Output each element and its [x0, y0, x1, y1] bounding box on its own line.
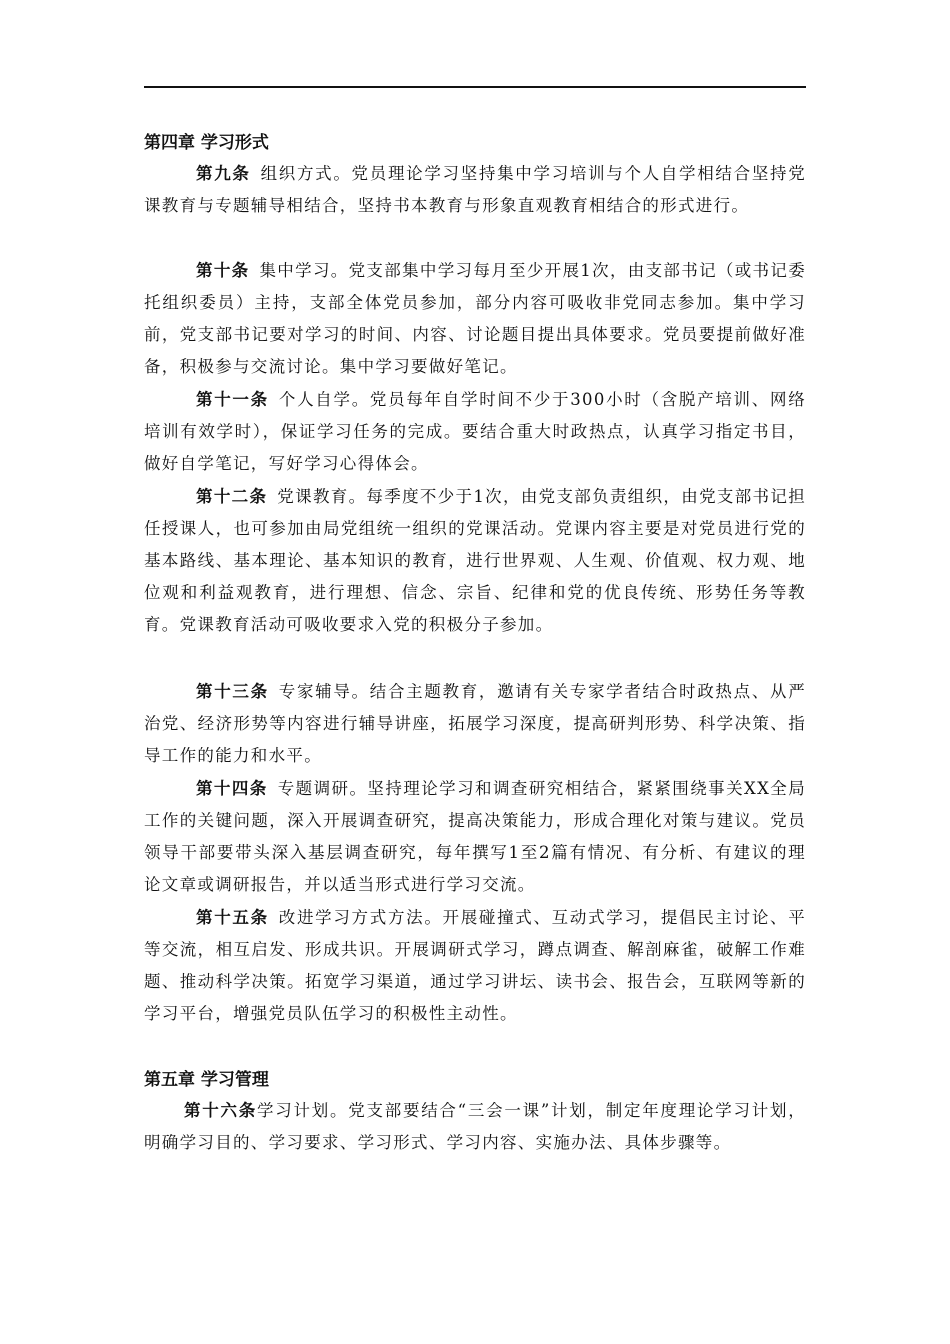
article-11: [144, 384, 806, 480]
article-16-number: 第十六条: [184, 1101, 257, 1120]
article-14-text: 专题调研。坚持理论学习和调查研究相结合，紧紧围绕事关XX全局工作的关键问题，深入开展调查研究，提高决策能力，形成合理化对策与建议。党员领导干部要带头深入基层调查研究，每年撰写1至2篇有情况、有分析、有建议的理论文章或调研报告，并以适当形式进行学习交流。: [144, 779, 807, 894]
article-15: [144, 902, 806, 1030]
article-11-number: 第十一条: [196, 390, 269, 409]
article-12-text: 党课教育。每季度不少于1次，由党支部负责组织，由党支部书记担任授课人，也可参加由局党组统一组织的党课活动。党课内容主要是对党员进行党的基本路线、基本理论、基本知识的教育，进行世界观、人生观、价值观、权力观、地位观和利益观教育，进行理想、信念、宗旨、纪律和党的优良传统、形势任务等教育。党课教育活动可吸收要求入党的积极分子参加。: [144, 487, 806, 634]
article-9-text: 组织方式。党员理论学习坚持集中学习培训与个人自学相结合坚持党课教育与专题辅导相结合，坚持书本教育与形象直观教育相结合的形式进行。: [144, 164, 807, 215]
article-16-text: 学习计划。党支部要结合“三会一课”计划，制定年度理论学习计划，明确学习目的、学习要求、学习形式、学习内容、实施办法、具体步骤等。: [144, 1101, 807, 1152]
article-12-number: 第十二条: [196, 487, 268, 506]
article-15-text: 改进学习方式方法。开展碰撞式、互动式学习，提倡民主讨论、平等交流，相互启发、形成共识。开展调研式学习，蹲点调查、解剖麻雀，破解工作难题、推动科学决策。拓宽学习渠道，通过学习讲坛、读书会、报告会，互联网等新的学习平台，增强党员队伍学习的积极性主动性。: [144, 908, 807, 1023]
article-13-text: 专家辅导。结合主题教育，邀请有关专家学者结合时政热点、从严治党、经济形势等内容进行辅导讲座，拓展学习深度，提高研判形势、科学决策、指导工作的能力和水平。: [144, 682, 807, 765]
article-14-number: 第十四条: [196, 779, 268, 798]
article-9-number: 第九条: [196, 164, 251, 183]
header-rule: [144, 86, 806, 88]
article-10-number: 第十条: [196, 261, 250, 280]
article-9: [144, 158, 806, 222]
article-13-number: 第十三条: [196, 682, 269, 701]
article-12: [144, 481, 806, 641]
article-11-text: 个人自学。党员每年自学时间不少于300小时（含脱产培训、网络培训有效学时），保证学习任务的完成。要结合重大时政热点，认真学习指定书目，做好自学笔记，写好学习心得体会。: [144, 390, 806, 473]
article-14: [144, 773, 806, 901]
article-10: [144, 255, 806, 383]
article-10-text: 集中学习。党支部集中学习每月至少开展1次，由支部书记（或书记委托组织委员）主持，支部全体党员参加，部分内容可吸收非党同志参加。集中学习前，党支部书记要对学习的时间、内容、讨论题目提出具体要求。党员要提前做好准备，积极参与交流讨论。集中学习要做好笔记。: [144, 261, 806, 376]
article-16: [144, 1095, 806, 1159]
article-13: [144, 676, 806, 772]
chapter-5-heading: 第五章 学习管理: [144, 1070, 269, 1090]
article-15-number: 第十五条: [196, 908, 269, 927]
chapter-4-heading: 第四章 学习形式: [144, 133, 269, 153]
